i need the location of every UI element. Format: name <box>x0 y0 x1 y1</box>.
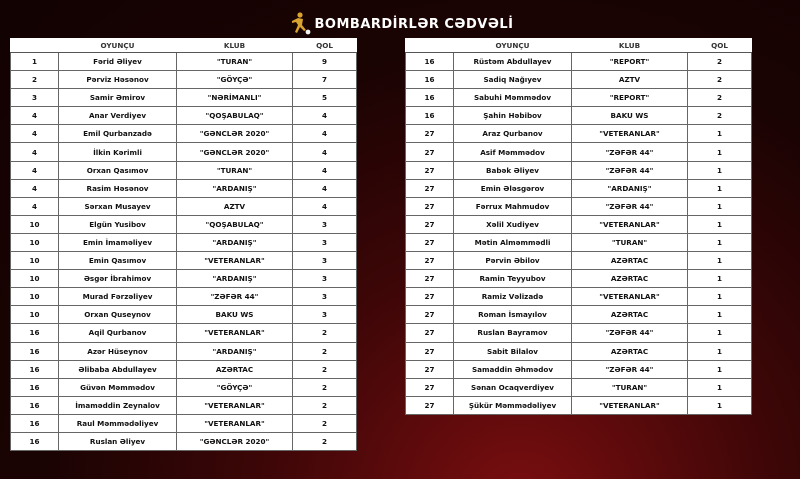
table-row <box>406 107 752 125</box>
table-row <box>406 396 752 414</box>
goals-cell: 1 <box>688 270 752 288</box>
player-cell: Murad Fərzəliyev <box>59 288 177 306</box>
goals-cell: 3 <box>293 252 357 270</box>
rank-cell: 27 <box>406 324 454 342</box>
rank-cell: 16 <box>11 432 59 450</box>
club-cell: AZƏRTAC <box>572 342 688 360</box>
rank-cell: 10 <box>11 288 59 306</box>
table-row <box>406 270 752 288</box>
club-cell: "VETERANLAR" <box>572 288 688 306</box>
club-cell: "VETERANLAR" <box>572 396 688 414</box>
player-cell: Raul Məmmədəliyev <box>59 414 177 432</box>
table-row <box>406 342 752 360</box>
player-cell: Babək Əliyev <box>454 161 572 179</box>
page-title: BOMBARDİRLƏR CƏDVƏLİ <box>314 16 514 32</box>
player-cell: Emil Qurbanzadə <box>59 125 177 143</box>
rank-cell: 10 <box>11 306 59 324</box>
table-row <box>11 432 357 450</box>
table-row <box>406 143 752 161</box>
rank-cell: 16 <box>11 342 59 360</box>
goals-cell: 1 <box>688 179 752 197</box>
table-row <box>406 252 752 270</box>
table-row <box>406 71 752 89</box>
club-cell: "QOŞABULAQ" <box>177 215 293 233</box>
table-row <box>406 306 752 324</box>
table-row <box>406 324 752 342</box>
table-row <box>406 378 752 396</box>
goals-cell: 2 <box>293 396 357 414</box>
rank-cell: 4 <box>11 197 59 215</box>
goals-cell: 3 <box>293 233 357 251</box>
goals-cell: 4 <box>293 143 357 161</box>
player-cell: Emin Qasımov <box>59 252 177 270</box>
club-cell: "QOŞABULAQ" <box>177 107 293 125</box>
goals-cell: 1 <box>688 197 752 215</box>
rank-cell: 16 <box>11 396 59 414</box>
player-cell: Ramin Teyyubov <box>454 270 572 288</box>
table-row <box>406 360 752 378</box>
player-cell: Pərviz Həsənov <box>59 71 177 89</box>
club-cell: "GÖYÇƏ" <box>177 378 293 396</box>
table-header-row <box>11 38 357 53</box>
rank-cell: 16 <box>11 378 59 396</box>
club-cell: "TURAN" <box>177 53 293 71</box>
table-row <box>11 215 357 233</box>
rank-cell: 10 <box>11 252 59 270</box>
club-cell: "VETERANLAR" <box>177 324 293 342</box>
club-cell: "ARDANIŞ" <box>177 270 293 288</box>
player-cell: Aqil Qurbanov <box>59 324 177 342</box>
goals-cell: 1 <box>688 215 752 233</box>
rank-cell: 10 <box>11 233 59 251</box>
page-header <box>0 10 800 38</box>
club-cell: "TURAN" <box>572 233 688 251</box>
table-row <box>11 179 357 197</box>
goals-cell: 1 <box>688 143 752 161</box>
club-header: KLUB <box>572 38 688 53</box>
player-cell: İmaməddin Zeynalov <box>59 396 177 414</box>
club-cell: "ARDANIŞ" <box>177 179 293 197</box>
rank-cell: 16 <box>11 324 59 342</box>
table-row <box>406 161 752 179</box>
goals-cell: 3 <box>293 215 357 233</box>
goals-cell: 5 <box>293 89 357 107</box>
rank-cell: 27 <box>406 270 454 288</box>
club-cell: "VETERANLAR" <box>177 396 293 414</box>
rank-cell: 27 <box>406 288 454 306</box>
goals-cell: 2 <box>293 378 357 396</box>
rank-cell: 16 <box>406 71 454 89</box>
rank-cell: 4 <box>11 125 59 143</box>
player-cell: Roman İsmayılov <box>454 306 572 324</box>
club-cell: "ZƏFƏR 44" <box>572 161 688 179</box>
player-cell: Ruslan Əliyev <box>59 432 177 450</box>
club-cell: "TURAN" <box>572 378 688 396</box>
club-cell: "GƏNCLƏR 2020" <box>177 143 293 161</box>
player-cell: Sabuhi Məmmədov <box>454 89 572 107</box>
player-cell: Güvən Məmmədov <box>59 378 177 396</box>
goals-cell: 4 <box>293 197 357 215</box>
rank-cell: 27 <box>406 233 454 251</box>
rank-cell: 16 <box>406 53 454 71</box>
club-cell: "GƏNCLƏR 2020" <box>177 125 293 143</box>
player-header: OYUNÇU <box>59 38 177 53</box>
table-row <box>11 233 357 251</box>
table-row <box>11 396 357 414</box>
rank-cell: 4 <box>11 161 59 179</box>
table-row <box>406 215 752 233</box>
rank-cell: 16 <box>406 107 454 125</box>
player-cell: Samaddin Əhmədov <box>454 360 572 378</box>
rank-cell: 27 <box>406 360 454 378</box>
table-row <box>406 288 752 306</box>
player-cell: Ramiz Vəlizadə <box>454 288 572 306</box>
club-cell: "VETERANLAR" <box>177 414 293 432</box>
goals-cell: 1 <box>688 252 752 270</box>
scorers-table-right <box>405 38 752 415</box>
goals-cell: 2 <box>688 89 752 107</box>
club-cell: "ZƏFƏR 44" <box>572 143 688 161</box>
goals-cell: 9 <box>293 53 357 71</box>
goals-cell: 1 <box>688 233 752 251</box>
club-header: KLUB <box>177 38 293 53</box>
rank-cell: 4 <box>11 143 59 161</box>
rank-header <box>406 38 454 53</box>
table-row <box>11 378 357 396</box>
player-cell: Sabit Bilalov <box>454 342 572 360</box>
player-header: OYUNÇU <box>454 38 572 53</box>
goals-header: QOL <box>293 38 357 53</box>
goals-cell: 2 <box>293 414 357 432</box>
club-cell: "ARDANIŞ" <box>572 179 688 197</box>
player-cell: Orxan Qasımov <box>59 161 177 179</box>
table-row <box>406 89 752 107</box>
rank-cell: 27 <box>406 197 454 215</box>
table-row <box>11 360 357 378</box>
player-cell: İlkin Kərimli <box>59 143 177 161</box>
goals-cell: 3 <box>293 288 357 306</box>
player-cell: Şahin Həbibov <box>454 107 572 125</box>
table-row <box>11 270 357 288</box>
goals-header: QOL <box>688 38 752 53</box>
goals-cell: 1 <box>688 288 752 306</box>
table-row <box>11 324 357 342</box>
goals-cell: 2 <box>293 324 357 342</box>
table-header-row <box>406 38 752 53</box>
goals-cell: 1 <box>688 396 752 414</box>
player-cell: Emin Ələsgərov <box>454 179 572 197</box>
goals-cell: 2 <box>293 342 357 360</box>
goals-cell: 3 <box>293 270 357 288</box>
table-row <box>11 288 357 306</box>
goals-cell: 1 <box>688 125 752 143</box>
club-cell: "ARDANIŞ" <box>177 342 293 360</box>
rank-cell: 27 <box>406 143 454 161</box>
club-cell: "VETERANLAR" <box>572 125 688 143</box>
goals-cell: 1 <box>688 342 752 360</box>
club-cell: "ZƏFƏR 44" <box>177 288 293 306</box>
table-row <box>11 71 357 89</box>
club-cell: "VETERANLAR" <box>177 252 293 270</box>
player-cell: Rüstəm Abdullayev <box>454 53 572 71</box>
table-row <box>11 125 357 143</box>
table-row <box>11 89 357 107</box>
club-cell: "TURAN" <box>177 161 293 179</box>
club-cell: BAKU WS <box>177 306 293 324</box>
club-cell: "GÖYÇƏ" <box>177 71 293 89</box>
player-cell: Orxan Quseynov <box>59 306 177 324</box>
goals-cell: 1 <box>688 324 752 342</box>
club-cell: "REPORT" <box>572 89 688 107</box>
goals-cell: 4 <box>293 107 357 125</box>
goals-cell: 2 <box>688 71 752 89</box>
table-row <box>406 179 752 197</box>
player-cell: Rasim Həsənov <box>59 179 177 197</box>
table-row <box>406 125 752 143</box>
table-row <box>11 342 357 360</box>
club-cell: AZƏRTAC <box>177 360 293 378</box>
table-row <box>11 107 357 125</box>
player-cell: Emin İmaməliyev <box>59 233 177 251</box>
club-cell: AZTV <box>572 71 688 89</box>
club-cell: AZTV <box>177 197 293 215</box>
player-cell: Asif Məmmədov <box>454 143 572 161</box>
goals-cell: 2 <box>688 107 752 125</box>
goals-cell: 4 <box>293 161 357 179</box>
scorers-table-left <box>10 38 357 451</box>
club-cell: "NƏRİMANLI" <box>177 89 293 107</box>
player-cell: Anar Verdiyev <box>59 107 177 125</box>
player-cell: Araz Qurbanov <box>454 125 572 143</box>
goals-cell: 1 <box>688 360 752 378</box>
goals-cell: 4 <box>293 179 357 197</box>
rank-cell: 27 <box>406 179 454 197</box>
player-cell: Sərxan Musayev <box>59 197 177 215</box>
rank-cell: 4 <box>11 179 59 197</box>
rank-cell: 27 <box>406 396 454 414</box>
goals-cell: 7 <box>293 71 357 89</box>
rank-cell: 27 <box>406 125 454 143</box>
table-row <box>11 197 357 215</box>
rank-cell: 10 <box>11 270 59 288</box>
player-cell: Sənan Ocaqverdiyev <box>454 378 572 396</box>
club-cell: "GƏNCLƏR 2020" <box>177 432 293 450</box>
goals-cell: 3 <box>293 306 357 324</box>
club-cell: "ZƏFƏR 44" <box>572 324 688 342</box>
player-cell: Fərrux Mahmudov <box>454 197 572 215</box>
table-row <box>11 306 357 324</box>
goals-cell: 1 <box>688 306 752 324</box>
table-row <box>11 161 357 179</box>
goals-cell: 1 <box>688 161 752 179</box>
player-cell: Ruslan Bayramov <box>454 324 572 342</box>
table-row <box>406 233 752 251</box>
goals-cell: 1 <box>688 378 752 396</box>
player-cell: Mətin Alməmmədli <box>454 233 572 251</box>
player-cell: Pərvin Əbilov <box>454 252 572 270</box>
player-cell: Xəlil Xudiyev <box>454 215 572 233</box>
rank-cell: 16 <box>11 360 59 378</box>
player-cell: Əsgər İbrahimov <box>59 270 177 288</box>
player-cell: Samir Əmirov <box>59 89 177 107</box>
rank-cell: 1 <box>11 53 59 71</box>
table-row <box>406 197 752 215</box>
rank-cell: 16 <box>11 414 59 432</box>
rank-cell: 27 <box>406 342 454 360</box>
rank-cell: 10 <box>11 215 59 233</box>
rank-cell: 16 <box>406 89 454 107</box>
rank-cell: 27 <box>406 306 454 324</box>
table-row <box>406 53 752 71</box>
table-row <box>11 143 357 161</box>
rank-cell: 27 <box>406 161 454 179</box>
rank-header <box>11 38 59 53</box>
rank-cell: 27 <box>406 215 454 233</box>
goals-cell: 4 <box>293 125 357 143</box>
table-row <box>11 414 357 432</box>
club-cell: "ZƏFƏR 44" <box>572 360 688 378</box>
club-cell: "ARDANIŞ" <box>177 233 293 251</box>
club-cell: BAKU WS <box>572 107 688 125</box>
player-cell: Azər Hüseynov <box>59 342 177 360</box>
goals-cell: 2 <box>293 360 357 378</box>
rank-cell: 2 <box>11 71 59 89</box>
footballer-icon <box>287 11 313 37</box>
rank-cell: 3 <box>11 89 59 107</box>
club-cell: "REPORT" <box>572 53 688 71</box>
rank-cell: 27 <box>406 252 454 270</box>
table-row <box>11 252 357 270</box>
rank-cell: 27 <box>406 378 454 396</box>
player-cell: Fərid Əliyev <box>59 53 177 71</box>
player-cell: Sadiq Nağıyev <box>454 71 572 89</box>
rank-cell: 4 <box>11 107 59 125</box>
club-cell: "ZƏFƏR 44" <box>572 197 688 215</box>
club-cell: AZƏRTAC <box>572 306 688 324</box>
player-cell: Şükür Məmmədəliyev <box>454 396 572 414</box>
table-row <box>11 53 357 71</box>
club-cell: AZƏRTAC <box>572 270 688 288</box>
goals-cell: 2 <box>293 432 357 450</box>
player-cell: Əlibaba Abdullayev <box>59 360 177 378</box>
club-cell: "VETERANLAR" <box>572 215 688 233</box>
goals-cell: 2 <box>688 53 752 71</box>
club-cell: AZƏRTAC <box>572 252 688 270</box>
player-cell: Elgün Yusibov <box>59 215 177 233</box>
